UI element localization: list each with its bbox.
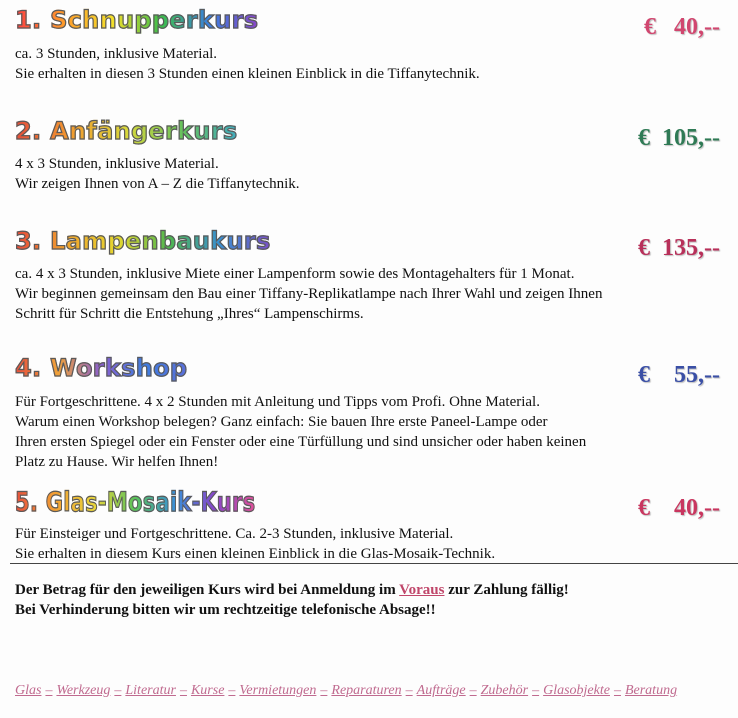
course-price: € 40,--: [638, 495, 720, 521]
course-price: € 40,--: [644, 14, 720, 40]
course-price: € 135,--: [638, 235, 720, 261]
footer-link-glas[interactable]: Glas: [15, 683, 42, 698]
description-line: Sie erhalten in diesen 3 Stunden einen kleinen Einblick in die Tiffanytechnik.: [15, 66, 480, 82]
footer-link-literatur[interactable]: Literatur: [125, 683, 176, 698]
nav-separator: –: [469, 683, 477, 698]
payment-notice: [15, 580, 569, 620]
description-line: Platz zu Hause. Wir helfen Ihnen!: [15, 454, 219, 470]
course-description: [15, 524, 495, 564]
description-line: ca. 3 Stunden, inklusive Material.: [15, 46, 218, 62]
footer-link-reparaturen[interactable]: Reparaturen: [331, 683, 402, 698]
course-price: € 105,--: [638, 125, 720, 151]
footer-link-kurse[interactable]: Kurse: [190, 683, 225, 698]
notice-line-2: Bei Verhinderung bitten wir um rechtzeitige telefonische Absage!!: [15, 602, 436, 618]
course-description: [15, 264, 602, 324]
course-description: [15, 154, 300, 194]
divider: [10, 563, 738, 564]
description-line: ca. 4 x 3 Stunden, inklusive Miete einer Lampenform sowie des Montagehalters für 1 Monat.: [15, 266, 575, 282]
description-line: Für Einsteiger und Fortgeschrittene. Ca. 2-3 Stunden, inklusive Material.: [15, 526, 454, 542]
notice-text: Der Betrag für den jeweiligen Kurs wird bei Anmeldung im: [15, 582, 400, 598]
nav-separator: –: [179, 683, 187, 698]
course-description: [15, 44, 480, 84]
footer-link-beratung[interactable]: Beratung: [624, 683, 678, 698]
course-title: 4. Workshop: [15, 354, 188, 382]
nav-separator: –: [405, 683, 413, 698]
nav-separator: –: [613, 683, 621, 698]
course-title: 1. Schnupperkurs: [15, 6, 259, 34]
description-line: Warum einen Workshop belegen? Ganz einfach: Sie bauen Ihre erste Paneel-Lampe oder: [15, 414, 548, 430]
description-line: 4 x 3 Stunden, inklusive Material.: [15, 156, 219, 172]
course-title: 3. Lampenbaukurs: [15, 227, 271, 255]
description-line: Für Fortgeschrittene. 4 x 2 Stunden mit Anleitung und Tipps vom Profi. Ohne Material.: [15, 394, 540, 410]
course-price: € 55,--: [638, 362, 720, 388]
footer-link-werkzeug[interactable]: Werkzeug: [56, 683, 111, 698]
footer-link-glasobjekte[interactable]: Glasobjekte: [543, 683, 610, 698]
nav-separator: –: [45, 683, 53, 698]
nav-separator: –: [114, 683, 122, 698]
description-line: Wir zeigen Ihnen von A – Z die Tiffanytechnik.: [15, 176, 300, 192]
footer-link-zubehör[interactable]: Zubehör: [480, 683, 529, 698]
description-line: Schritt für Schritt die Entstehung „Ihres“ Lampenschirms.: [15, 306, 364, 322]
description-line: Wir beginnen gemeinsam den Bau einer Tiffany-Replikatlampe nach Ihrer Wahl und zeigen Ihnen: [15, 286, 603, 302]
description-line: Sie erhalten in diesem Kurs einen kleinen Einblick in die Glas-Mosaik-Technik.: [15, 546, 496, 562]
description-line: Ihren ersten Spiegel oder ein Fenster oder eine Türfüllung und sind unsicher oder haben keinen: [15, 434, 587, 450]
nav-separator: –: [320, 683, 328, 698]
nav-separator: –: [532, 683, 540, 698]
footer-link-aufträge[interactable]: Aufträge: [416, 683, 466, 698]
notice-text: zur Zahlung fällig!: [444, 582, 569, 598]
course-title: 5. Glas-Mosaik-Kurs: [15, 487, 256, 518]
course-title: 2. Anfängerkurs: [15, 117, 238, 145]
notice-line-1: [15, 580, 569, 600]
footer-navigation: [15, 683, 677, 699]
footer-link-vermietungen[interactable]: Vermietungen: [239, 683, 317, 698]
nav-separator: –: [228, 683, 236, 698]
voraus-link[interactable]: Voraus: [399, 582, 445, 598]
course-description: [15, 392, 586, 472]
